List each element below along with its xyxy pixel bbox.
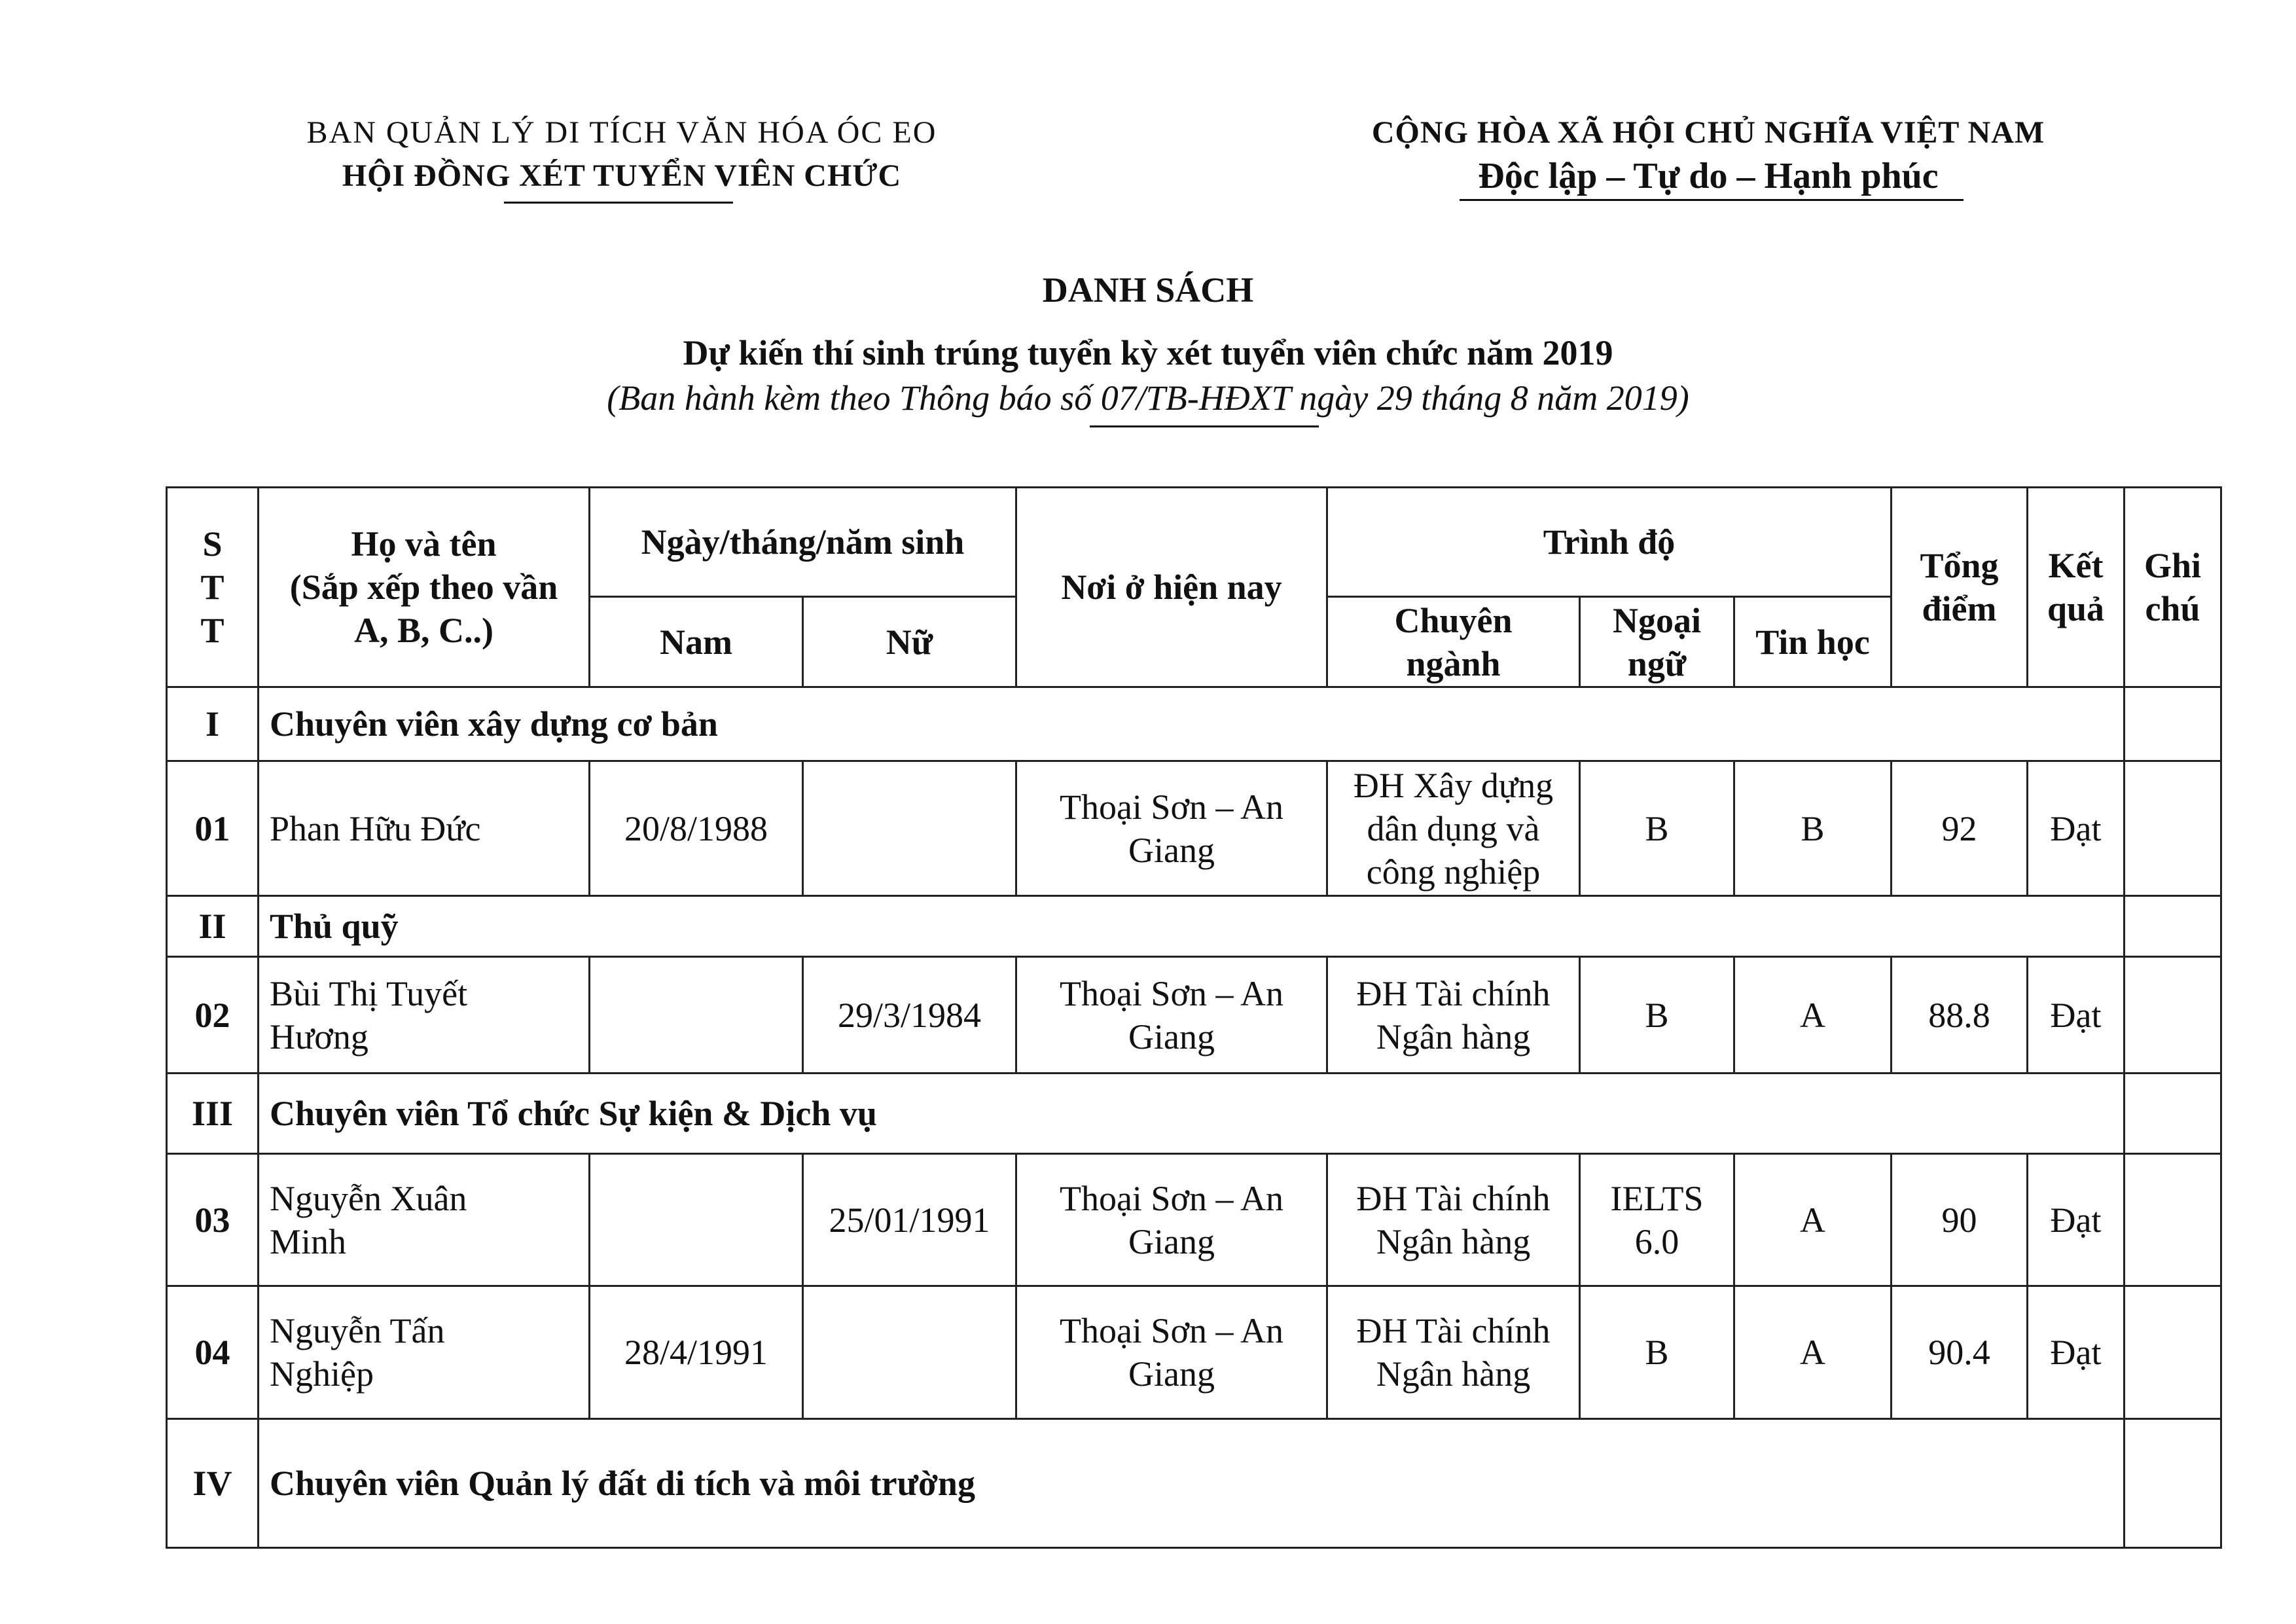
table-row xyxy=(167,1286,2221,1419)
row-stt: 01 xyxy=(167,761,259,896)
agency-name: BAN QUẢN LÝ DI TÍCH VĂN HÓA ÓC EO xyxy=(306,115,937,150)
section-row xyxy=(167,1074,2221,1154)
row-language: B xyxy=(1580,957,1734,1074)
col-male: Nam xyxy=(590,597,803,687)
motto: Độc lập – Tự do – Hạnh phúc xyxy=(1478,156,1939,196)
col-language: Ngoại ngữ xyxy=(1580,597,1734,687)
section-note xyxy=(2125,1074,2221,1154)
row-residence: Thoại Sơn – An Giang xyxy=(1016,1286,1327,1419)
row-name: Phan Hữu Đức xyxy=(259,761,590,896)
country-name: CỘNG HÒA XÃ HỘI CHỦ NGHĨA VIỆT NAM xyxy=(1371,115,2045,150)
section-code: III xyxy=(167,1074,259,1154)
col-level: Trình độ xyxy=(1327,488,1892,597)
row-residence: Thoại Sơn – An Giang xyxy=(1016,957,1327,1074)
section-note xyxy=(2125,687,2221,761)
motto-underline xyxy=(1460,199,1964,201)
council-name: HỘI ĐỒNG XÉT TUYỂN VIÊN CHỨC xyxy=(342,158,902,193)
header-row-1 xyxy=(167,488,2221,597)
col-female: Nữ xyxy=(803,597,1016,687)
section-title: Thủ quỹ xyxy=(259,896,2125,957)
row-it: A xyxy=(1734,1154,1892,1286)
table-row xyxy=(167,957,2221,1074)
row-residence: Thoại Sơn – An Giang xyxy=(1016,761,1327,896)
row-language: IELTS 6.0 xyxy=(1580,1154,1734,1286)
table-row xyxy=(167,1154,2221,1286)
col-note: Ghi chú xyxy=(2125,488,2221,687)
col-result: Kết quả xyxy=(2028,488,2125,687)
row-note xyxy=(2125,1286,2221,1419)
row-it: B xyxy=(1734,761,1892,896)
row-score: 90.4 xyxy=(1892,1286,2028,1419)
section-title: Chuyên viên Tổ chức Sự kiện & Dịch vụ xyxy=(259,1074,2125,1154)
row-result: Đạt xyxy=(2028,1154,2125,1286)
row-note xyxy=(2125,957,2221,1074)
document-note: (Ban hành kèm theo Thông báo số 07/TB-HĐXT ngày 29 tháng 8 năm 2019) xyxy=(607,378,1689,418)
row-female-dob: 25/01/1991 xyxy=(803,1154,1016,1286)
row-female-dob: 29/3/1984 xyxy=(803,957,1016,1074)
table-row xyxy=(167,761,2221,896)
section-row xyxy=(167,896,2221,957)
document-subtitle: Dự kiến thí sinh trúng tuyển kỳ xét tuyển viên chức năm 2019 xyxy=(683,333,1613,372)
row-name: Nguyễn Tấn Nghiệp xyxy=(259,1286,590,1419)
row-stt: 02 xyxy=(167,957,259,1074)
row-female-dob xyxy=(803,761,1016,896)
document-title: DANH SÁCH xyxy=(1042,270,1254,310)
section-code: I xyxy=(167,687,259,761)
row-result: Đạt xyxy=(2028,761,2125,896)
row-name: Bùi Thị Tuyết Hương xyxy=(259,957,590,1074)
row-major: ĐH Tài chính Ngân hàng xyxy=(1327,1154,1580,1286)
row-major: ĐH Tài chính Ngân hàng xyxy=(1327,957,1580,1074)
row-residence: Thoại Sơn – An Giang xyxy=(1016,1154,1327,1286)
section-row xyxy=(167,687,2221,761)
row-male-dob xyxy=(590,1154,803,1286)
col-it: Tin học xyxy=(1734,597,1892,687)
section-row xyxy=(167,1419,2221,1548)
row-score: 92 xyxy=(1892,761,2028,896)
col-dob: Ngày/tháng/năm sinh xyxy=(590,488,1016,597)
section-code: II xyxy=(167,896,259,957)
row-male-dob: 28/4/1991 xyxy=(590,1286,803,1419)
row-name: Nguyễn Xuân Minh xyxy=(259,1154,590,1286)
col-name: Họ và tên (Sắp xếp theo vần A, B, C..) xyxy=(259,488,590,687)
row-result: Đạt xyxy=(2028,1286,2125,1419)
note-underline xyxy=(1090,425,1319,427)
row-language: B xyxy=(1580,761,1734,896)
col-score: Tổng điểm xyxy=(1892,488,2028,687)
row-score: 88.8 xyxy=(1892,957,2028,1074)
row-stt: 04 xyxy=(167,1286,259,1419)
candidate-table xyxy=(166,486,2222,1549)
row-note xyxy=(2125,761,2221,896)
issuing-agency xyxy=(262,111,982,198)
section-title: Chuyên viên Quản lý đất di tích và môi trường xyxy=(259,1419,2125,1548)
agency-underline xyxy=(504,202,733,204)
row-it: A xyxy=(1734,957,1892,1074)
row-major: ĐH Xây dựng dân dụng và công nghiệp xyxy=(1327,761,1580,896)
row-score: 90 xyxy=(1892,1154,2028,1286)
section-note xyxy=(2125,1419,2221,1548)
row-major: ĐH Tài chính Ngân hàng xyxy=(1327,1286,1580,1419)
row-language: B xyxy=(1580,1286,1734,1419)
row-result: Đạt xyxy=(2028,957,2125,1074)
col-stt: S T T xyxy=(167,488,259,687)
section-code: IV xyxy=(167,1419,259,1548)
row-stt: 03 xyxy=(167,1154,259,1286)
section-title: Chuyên viên xây dựng cơ bản xyxy=(259,687,2125,761)
row-male-dob: 20/8/1988 xyxy=(590,761,803,896)
row-female-dob xyxy=(803,1286,1016,1419)
section-note xyxy=(2125,896,2221,957)
row-male-dob xyxy=(590,957,803,1074)
col-major: Chuyên ngành xyxy=(1327,597,1580,687)
col-residence: Nơi ở hiện nay xyxy=(1016,488,1327,687)
row-note xyxy=(2125,1154,2221,1286)
row-it: A xyxy=(1734,1286,1892,1419)
national-motto xyxy=(1302,111,2114,198)
